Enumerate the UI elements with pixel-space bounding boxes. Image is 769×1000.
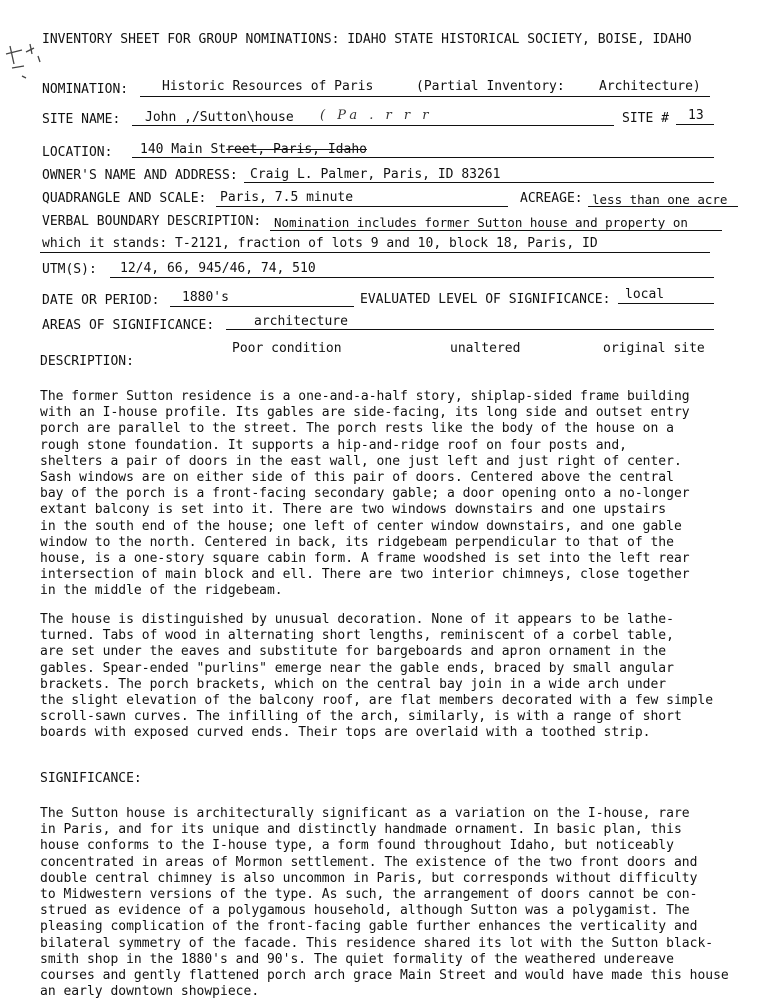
text-line: pleasing complication of the front-facing gable further enhances the verticality and	[40, 919, 698, 935]
verbal-boundary-underline	[270, 230, 722, 231]
text-line: bay of the porch is a front-facing secondary gable; a door opening onto a no-longer	[40, 486, 690, 502]
owner-label: OWNER'S NAME AND ADDRESS:	[42, 168, 238, 183]
text-line: scroll-sawn curves. The infilling of the arch, similarly, is with a range of short	[40, 709, 682, 725]
description-paragraph-1	[40, 389, 740, 600]
text-line: in the south end of the house; one left of center window downstairs, and one gable	[40, 518, 682, 534]
text-line: are set under the eaves and substitute for bargeboards and apron ornament in the	[40, 644, 667, 660]
site-name-label: SITE NAME:	[42, 112, 121, 127]
text-line: concentrated in areas of Mormon settlement. The existence of the two front doors and	[40, 854, 698, 870]
text-line: bilateral symmetry of the facade. This residence shared its lot with the Sutton black-	[40, 935, 714, 951]
location-street: 140 Main St	[140, 142, 227, 157]
acreage-underline	[588, 206, 738, 207]
text-line: strued as evidence of a polygamous household, although Sutton was a polygamist. The	[40, 903, 690, 919]
location-underline	[132, 157, 714, 158]
significance-label: SIGNIFICANCE:	[40, 771, 142, 786]
location-value	[140, 142, 367, 158]
owner-underline	[244, 182, 714, 183]
significance-paragraph	[40, 806, 740, 1000]
text-line: gables. Spear-ended "purlins" emerge near the gable ends, braced by small angular	[40, 660, 674, 676]
text-line: the slight elevation of the balcony roof, are flat members decorated with a few simple	[40, 693, 714, 709]
site-name-underline	[132, 125, 614, 126]
text-line: window to the north. Centered in back, its ridgebeam perpendicular to that of the	[40, 534, 674, 550]
verbal-boundary-label: VERBAL BOUNDARY DESCRIPTION:	[42, 214, 262, 229]
site-name-value: John ,/Sutton\house	[145, 110, 294, 125]
condition-value: Poor condition	[232, 341, 342, 356]
utm-underline	[110, 277, 714, 278]
text-line: in the middle of the ridgebeam.	[40, 583, 283, 599]
utm-value: 12/4, 66, 945/46, 74, 510	[120, 261, 316, 276]
verbal-boundary-line2: which it stands: T-2121, fraction of lots 9 and 10, block 18, Paris, ID	[42, 236, 598, 251]
verbal-boundary-value: Nomination includes former Sutton house and property on	[274, 215, 688, 230]
text-line: double central chimney is also uncommon in Paris, but corresponds without difficulty	[40, 870, 698, 886]
site-number-value: 13	[688, 108, 704, 123]
date-period-underline	[170, 306, 354, 307]
evaluated-level-value: local	[625, 287, 665, 302]
quadrangle-label: QUADRANGLE AND SCALE:	[42, 191, 207, 206]
nomination-note: (Partial Inventory:	[416, 79, 565, 94]
evaluated-level-underline	[618, 303, 714, 304]
text-line: in Paris, and for its unique and distinctly handmade ornament. In basic plan, this	[40, 822, 682, 838]
quadrangle-value: Paris, 7.5 minute	[220, 190, 354, 205]
text-line: The former Sutton residence is a one-and-a-half story, shiplap-sided frame building	[40, 389, 690, 404]
text-line: with an I-house profile. Its gables are side-facing, its long side and outset entry	[40, 405, 690, 421]
text-line: boards with exposed curved ends. Their tops are overlaid with a toothed strip.	[40, 725, 651, 741]
text-line: turned. Tabs of wood in alternating short lengths, reminiscent of a corbel table,	[40, 628, 674, 644]
areas-significance-label: AREAS OF SIGNIFICANCE:	[42, 318, 215, 333]
site-number-label: SITE #	[622, 111, 669, 126]
quadrangle-underline	[216, 206, 508, 207]
text-line: Sash windows are on either side of this pair of doors. Centered above the central	[40, 470, 674, 486]
acreage-label: ACREAGE:	[520, 191, 583, 206]
text-line: brackets. The porch brackets, which on the central bay join in a wide arch under	[40, 676, 667, 692]
text-line: intersection of main block and ell. There are two interior chimneys, close together	[40, 567, 690, 583]
text-line: house conforms to the I-house type, a form found throughout Idaho, but noticeably	[40, 838, 674, 854]
evaluated-level-label: EVALUATED LEVEL OF SIGNIFICANCE:	[360, 292, 611, 307]
text-line: house, is a one-story square cabin form. A frame woodshed is set into the left rear	[40, 551, 690, 567]
text-line: smith shop in the 1880's and 90's. The quiet formality of the weathered undereave	[40, 951, 674, 967]
text-line: an early downtown showpiece.	[40, 984, 260, 1000]
nomination-value: Historic Resources of Paris	[162, 79, 374, 94]
text-line: extant balcony is set into it. There are two windows downstairs and one upstairs	[40, 502, 667, 518]
text-line: courses and gently flattened porch arch grace Main Street and would have made this house	[40, 968, 729, 984]
alteration-value: unaltered	[450, 341, 521, 356]
text-line: porch are parallel to the street. The porch rests like the body of the house on a	[40, 421, 674, 437]
nomination-underline	[140, 96, 710, 97]
owner-value: Craig L. Palmer, Paris, ID 83261	[250, 167, 501, 182]
text-line: The Sutton house is architecturally significant as a variation on the I-house, rare	[40, 806, 690, 821]
areas-significance-value: architecture	[254, 314, 348, 329]
site-name-handwritten: ( Pa . r r r	[320, 108, 433, 123]
nomination-type: Architecture)	[599, 79, 701, 94]
text-line: The house is distinguished by unusual decoration. None of it appears to be lathe-	[40, 612, 674, 627]
date-period-value: 1880's	[182, 290, 229, 305]
utm-label: UTM(S):	[42, 262, 97, 277]
nomination-label: NOMINATION:	[42, 82, 129, 97]
header-title: INVENTORY SHEET FOR GROUP NOMINATIONS: IDAHO STATE HISTORICAL SOCIETY, BOISE, IDAHO	[42, 32, 692, 47]
location-label: LOCATION:	[42, 145, 113, 160]
site-number-underline	[676, 124, 714, 125]
text-line: to Midwestern versions of the type. As such, the arrangement of doors cannot be con-	[40, 887, 698, 903]
acreage-value: less than one acre	[592, 192, 728, 207]
location-struck-text: reet, Paris, Idaho	[226, 142, 367, 157]
text-line: rough stone foundation. It supports a hip-and-ridge roof on four posts and,	[40, 437, 627, 453]
description-paragraph-2	[40, 612, 740, 742]
date-period-label: DATE OR PERIOD:	[42, 293, 160, 308]
site-status-value: original site	[603, 341, 705, 356]
areas-significance-underline	[226, 329, 714, 330]
text-line: shelters a pair of doors in the east wall, one just left and just right of center.	[40, 453, 682, 469]
description-label: DESCRIPTION:	[40, 354, 134, 369]
verbal-boundary-underline-2	[40, 252, 710, 253]
